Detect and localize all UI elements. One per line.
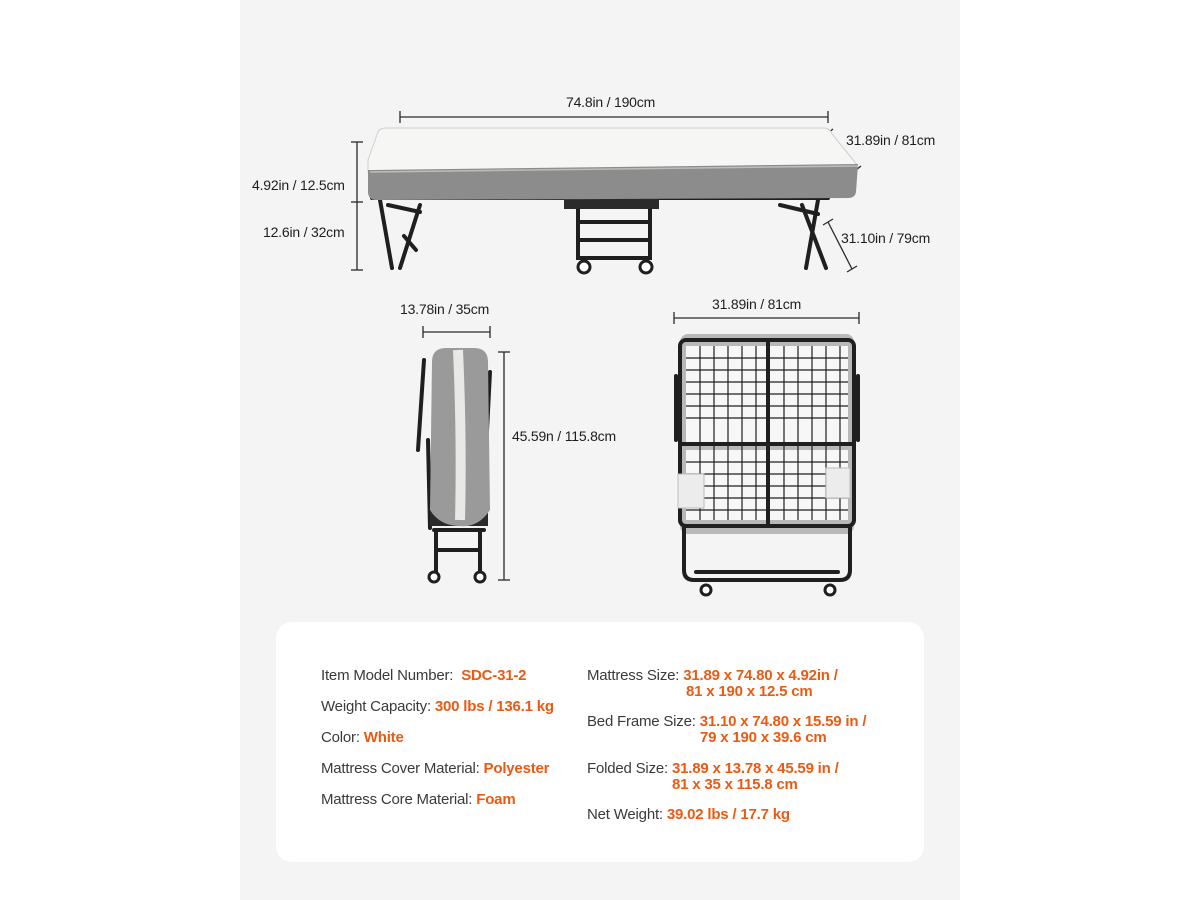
- spec-label: Net Weight:: [587, 806, 663, 823]
- spec-weight-capacity: [321, 699, 554, 715]
- spec-value: 31.89 x 13.78 x 45.59 in /: [671, 760, 839, 777]
- width-top-label: 31.89in / 81cm: [846, 132, 936, 148]
- spec-value: 31.10 x 74.80 x 15.59 in /: [699, 713, 867, 730]
- spec-core-material: [321, 792, 515, 808]
- spec-label: Bed Frame Size:: [587, 713, 696, 730]
- spec-label: Color:: [321, 729, 360, 746]
- spec-value: White: [363, 729, 404, 746]
- spec-value-metric: 81 x 35 x 115.8 cm: [672, 776, 798, 793]
- frame-width-label: 31.10in / 79cm: [841, 230, 931, 246]
- spec-label: Mattress Size:: [587, 667, 680, 684]
- spec-cover-material: [321, 761, 549, 777]
- spec-value-metric: 81 x 190 x 12.5 cm: [686, 683, 813, 700]
- spec-label: Mattress Core Material:: [321, 791, 473, 808]
- frame-height-label: 12.6in / 32cm: [263, 224, 345, 240]
- mattress-height-label: 4.92in / 12.5cm: [252, 177, 345, 193]
- spec-label: Item Model Number:: [321, 667, 454, 684]
- spec-value: Foam: [476, 791, 516, 808]
- spec-net-weight: [587, 807, 790, 823]
- spec-mattress-size: [587, 668, 838, 700]
- folded-height-label: 45.59n / 115.8cm: [512, 428, 616, 444]
- folded-front-view: [676, 334, 858, 595]
- spec-value-metric: 79 x 190 x 39.6 cm: [700, 729, 827, 746]
- spec-value: Polyester: [483, 760, 550, 777]
- spec-label: Mattress Cover Material:: [321, 760, 480, 777]
- folded-width-label: 31.89in / 81cm: [712, 296, 802, 312]
- spec-value: 31.89 x 74.80 x 4.92in /: [683, 667, 838, 684]
- spec-model-number: [321, 668, 526, 684]
- spec-folded-size: [587, 761, 839, 793]
- spec-value: 39.02 lbs / 17.7 kg: [666, 806, 790, 823]
- length-label: 74.8in / 190cm: [566, 94, 656, 110]
- folded-depth-label: 13.78in / 35cm: [400, 301, 490, 317]
- spec-bed-frame-size: [587, 714, 866, 746]
- spec-label: Folded Size:: [587, 760, 668, 777]
- bed-side-view: [368, 128, 858, 273]
- folded-side-view: [418, 348, 490, 582]
- spec-label: Weight Capacity:: [321, 698, 431, 715]
- spec-value: 300 lbs / 136.1 kg: [434, 698, 554, 715]
- spec-color: [321, 730, 404, 746]
- spec-value: SDC-31-2: [461, 667, 527, 684]
